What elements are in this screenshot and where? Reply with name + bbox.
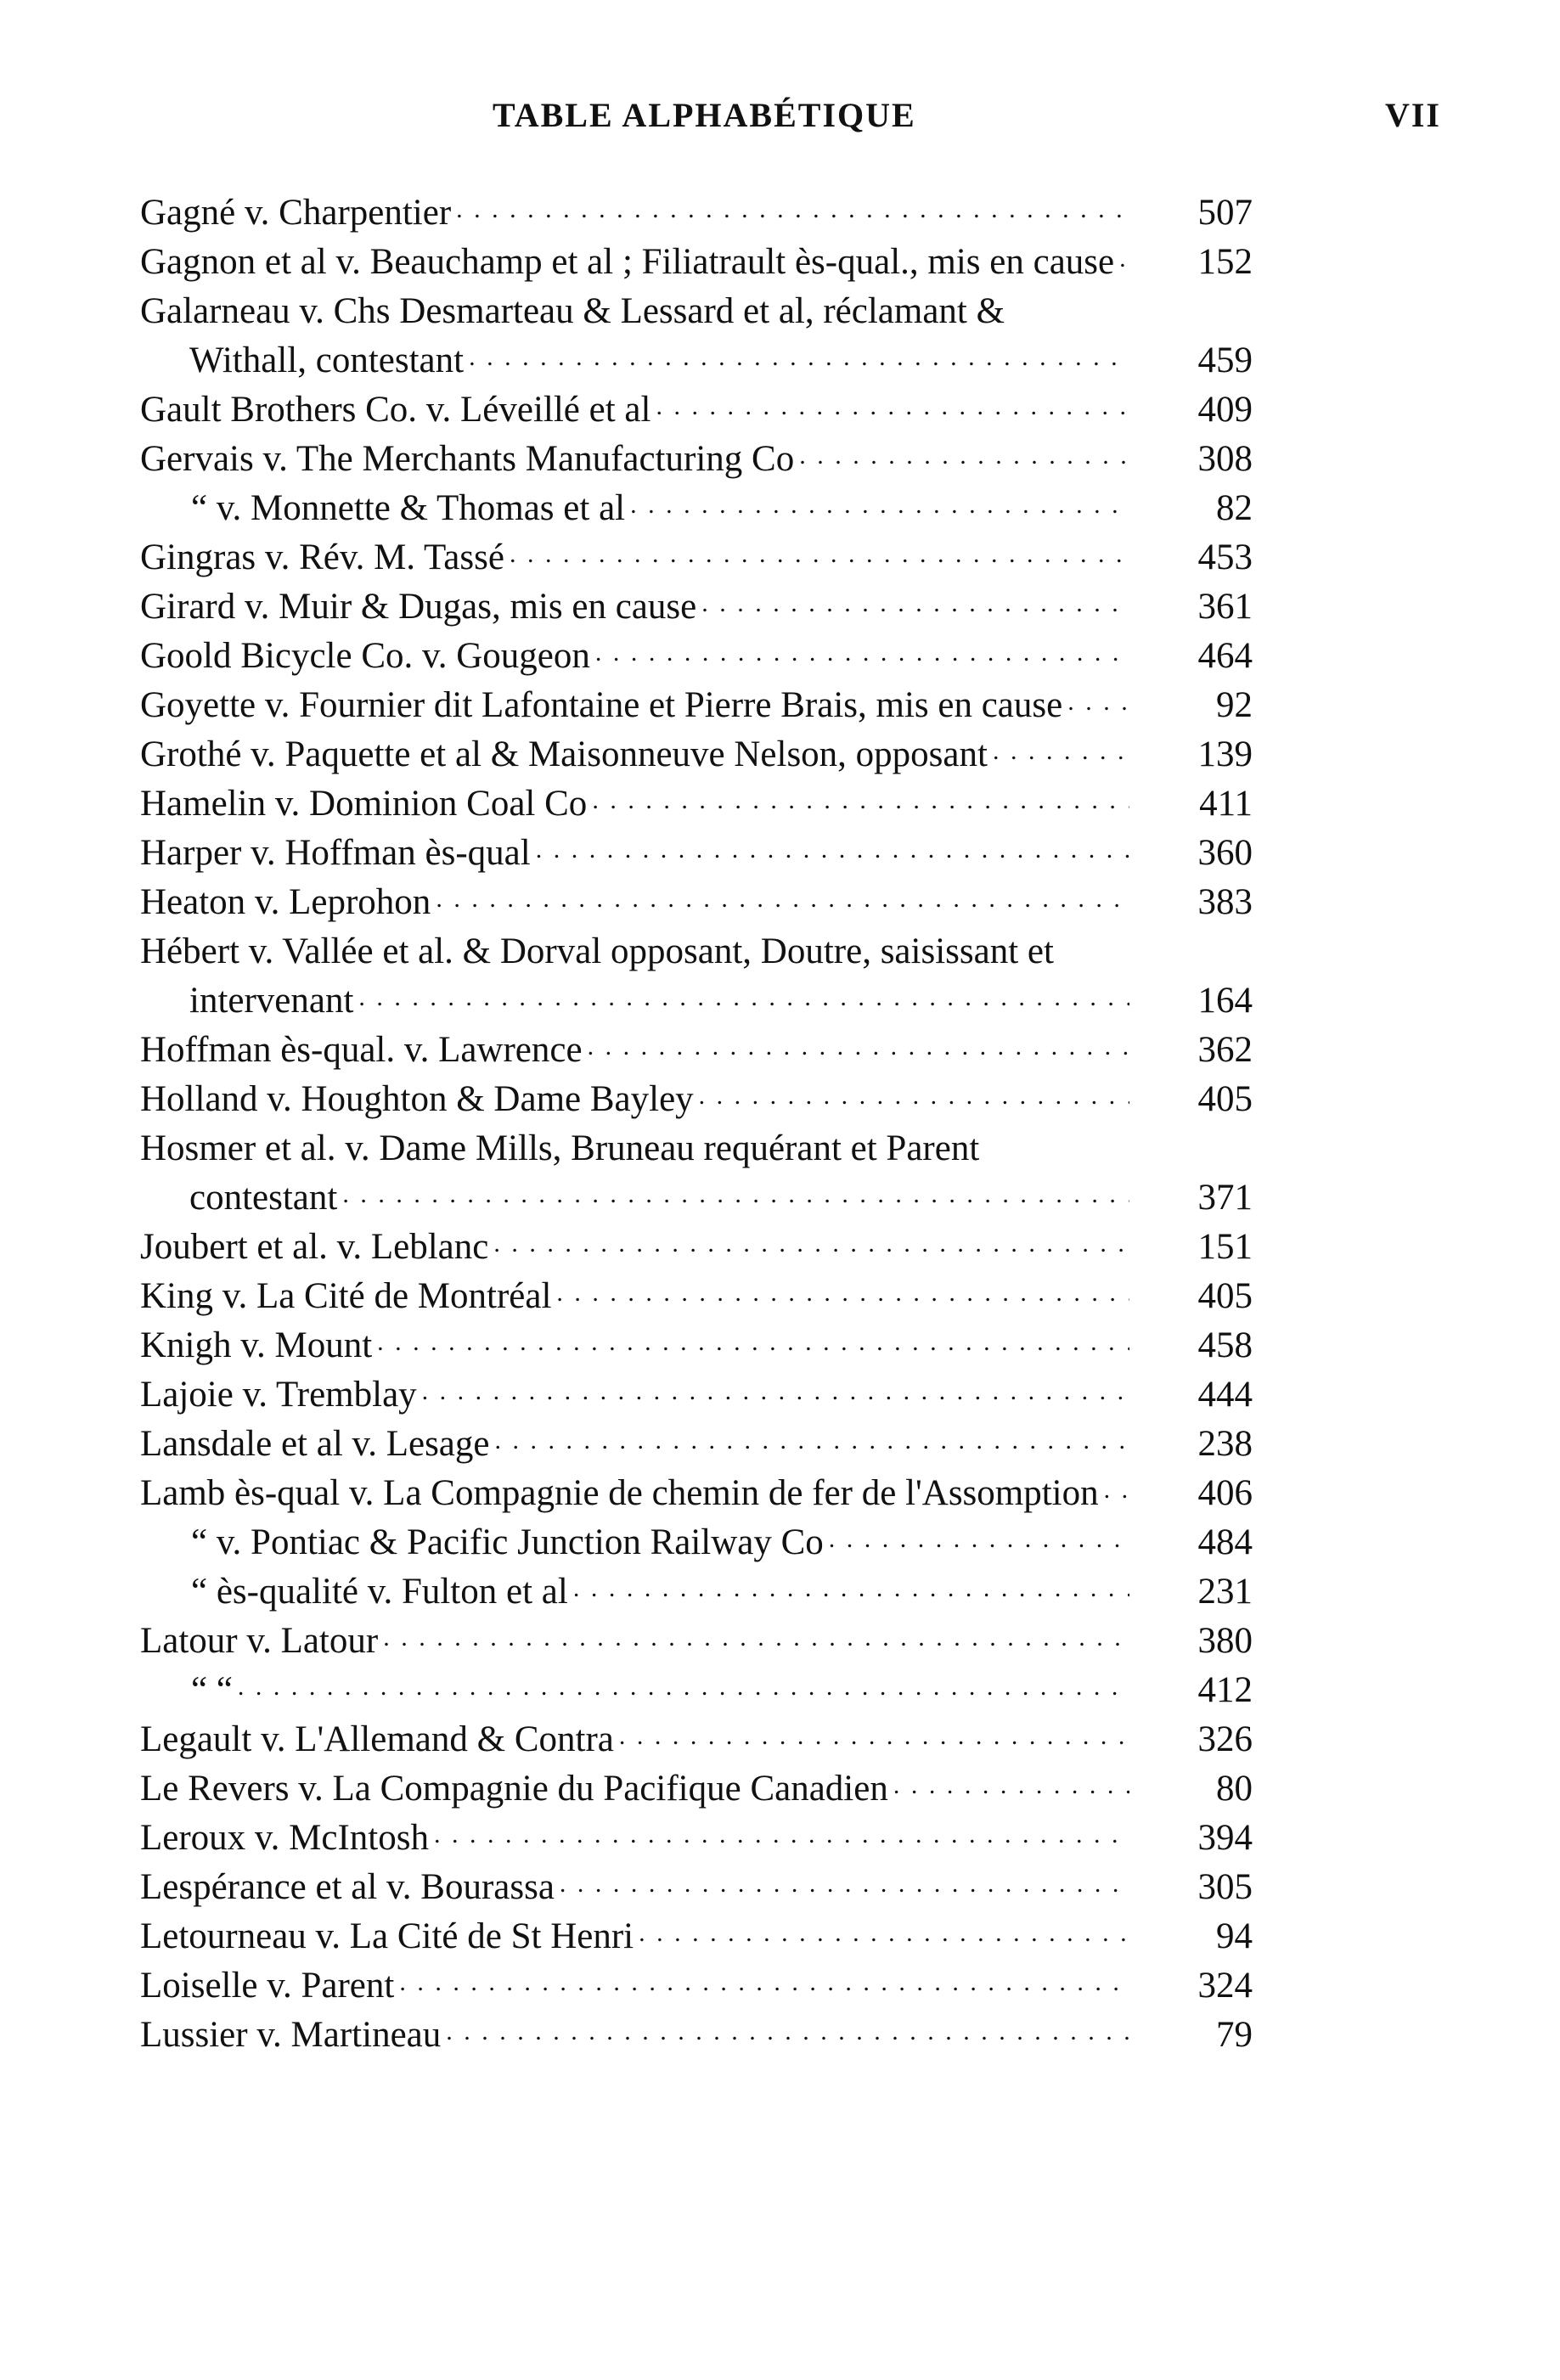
case-page: 453 xyxy=(1138,533,1253,582)
case-title: Loiselle v. Parent . . . xyxy=(140,1961,1129,2011)
case-title: Hamelin v. Dominion Coal Co . . . xyxy=(140,779,1129,829)
case-page: 164 xyxy=(1138,976,1253,1026)
case-title: Grothé v. Paquette et al & Maisonneuve Nelson, opposant . . . xyxy=(140,730,1129,779)
index-entry xyxy=(140,730,1253,779)
index-entry xyxy=(140,779,1253,829)
case-page: 361 xyxy=(1138,582,1253,632)
case-title: Holland v. Houghton & Dame Bayley . . . xyxy=(140,1075,1129,1124)
index-entry-ditto xyxy=(140,1567,1253,1617)
case-page: 464 xyxy=(1138,632,1253,681)
index-entry xyxy=(140,435,1253,484)
case-title: Legault v. L'Allemand & Contra . . . xyxy=(140,1715,1129,1764)
index-entry xyxy=(140,238,1253,287)
case-page: 326 xyxy=(1138,1715,1253,1764)
case-page: 80 xyxy=(1138,1764,1253,1814)
case-title: Gagnon et al v. Beauchamp et al ; Filiatrault ès-qual., mis en cause . . . xyxy=(140,238,1129,287)
case-page: 139 xyxy=(1138,730,1253,779)
case-page: 92 xyxy=(1138,681,1253,730)
index-entry-ditto xyxy=(140,1666,1253,1715)
case-title: Hoffman ès-qual. v. Lawrence . . . xyxy=(140,1026,1129,1075)
case-page: 231 xyxy=(1138,1567,1253,1617)
index-entry xyxy=(140,1321,1253,1370)
index-entry xyxy=(140,1469,1253,1518)
index-entry xyxy=(140,1715,1253,1764)
index-entry xyxy=(140,533,1253,582)
case-page: 444 xyxy=(1138,1370,1253,1420)
case-title: Lespérance et al v. Bourassa . . . xyxy=(140,1863,1129,1912)
index-entry xyxy=(140,1075,1253,1124)
case-page: 94 xyxy=(1138,1912,1253,1961)
case-page: 305 xyxy=(1138,1863,1253,1912)
index-entry xyxy=(140,188,1253,238)
index-entry xyxy=(140,385,1253,435)
case-title: Gervais v. The Merchants Manufacturing Co . . . xyxy=(140,435,1129,484)
index-entry xyxy=(140,1863,1253,1912)
case-page: 308 xyxy=(1138,435,1253,484)
case-title: “ v. Monnette & Thomas et al . . . xyxy=(140,484,1129,533)
case-title: Lussier v. Martineau . . . xyxy=(140,2011,1129,2060)
case-title: Hosmer et al. v. Dame Mills, Bruneau requérant et Parent contestant . . . xyxy=(140,1124,1129,1223)
case-page: 152 xyxy=(1138,238,1253,287)
case-title: Le Revers v. La Compagnie du Pacifique Canadien . . . xyxy=(140,1764,1129,1814)
index-entry xyxy=(140,1026,1253,1075)
case-page: 394 xyxy=(1138,1814,1253,1863)
index-entry xyxy=(140,1814,1253,1863)
alphabetical-index xyxy=(140,188,1253,2060)
case-page: 82 xyxy=(1138,484,1253,533)
case-title: Gagné v. Charpentier . . . xyxy=(140,188,1129,238)
index-entry xyxy=(140,1124,1253,1223)
case-page: 405 xyxy=(1138,1075,1253,1124)
case-title: “ v. Pontiac & Pacific Junction Railway Co . . . xyxy=(140,1518,1129,1567)
case-title: Galarneau v. Chs Desmarteau & Lessard et al, réclamant & Withall, contestant . . . xyxy=(140,287,1129,385)
index-entry xyxy=(140,927,1253,1026)
index-entry xyxy=(140,1764,1253,1814)
index-entry xyxy=(140,1272,1253,1321)
index-entry xyxy=(140,1370,1253,1420)
case-page: 371 xyxy=(1138,1173,1253,1223)
index-entry xyxy=(140,681,1253,730)
case-page: 459 xyxy=(1138,336,1253,385)
page-title: TABLE ALPHABÉTIQUE xyxy=(493,96,916,134)
case-page: 406 xyxy=(1138,1469,1253,1518)
page-number: VII xyxy=(1384,96,1441,134)
case-page: 383 xyxy=(1138,878,1253,927)
case-title: King v. La Cité de Montréal . . . xyxy=(140,1272,1129,1321)
index-entry xyxy=(140,1223,1253,1272)
index-entry xyxy=(140,287,1253,385)
case-title: Letourneau v. La Cité de St Henri . . . xyxy=(140,1912,1129,1961)
case-page: 405 xyxy=(1138,1272,1253,1321)
case-title: Goyette v. Fournier dit Lafontaine et Pierre Brais, mis en cause . . . xyxy=(140,681,1129,730)
index-entry xyxy=(140,582,1253,632)
case-page: 324 xyxy=(1138,1961,1253,2011)
index-entry xyxy=(140,829,1253,878)
case-page: 507 xyxy=(1138,188,1253,238)
index-entry xyxy=(140,1420,1253,1469)
case-page: 362 xyxy=(1138,1026,1253,1075)
case-title: Latour v. Latour . . . xyxy=(140,1617,1129,1666)
case-title: Heaton v. Leprohon . . . xyxy=(140,878,1129,927)
case-page: 360 xyxy=(1138,829,1253,878)
index-entry xyxy=(140,2011,1253,2060)
case-page: 238 xyxy=(1138,1420,1253,1469)
case-title: Gault Brothers Co. v. Léveillé et al . . . xyxy=(140,385,1129,435)
case-page: 458 xyxy=(1138,1321,1253,1370)
index-entry-ditto xyxy=(140,484,1253,533)
case-title: Knigh v. Mount . . . xyxy=(140,1321,1129,1370)
case-title: “ “ . . . xyxy=(140,1666,1129,1715)
case-title: Lajoie v. Tremblay . . . xyxy=(140,1370,1129,1420)
case-title: Girard v. Muir & Dugas, mis en cause . . . xyxy=(140,582,1129,632)
case-title: Lansdale et al v. Lesage . . . xyxy=(140,1420,1129,1469)
case-title: Harper v. Hoffman ès-qual . . . xyxy=(140,829,1129,878)
case-title: Leroux v. McIntosh . . . xyxy=(140,1814,1129,1863)
case-title: Gingras v. Rév. M. Tassé . . . xyxy=(140,533,1129,582)
case-title: Joubert et al. v. Leblanc . . . xyxy=(140,1223,1129,1272)
index-entry xyxy=(140,878,1253,927)
case-page: 484 xyxy=(1138,1518,1253,1567)
running-head xyxy=(136,95,1441,146)
index-entry xyxy=(140,1961,1253,2011)
index-entry xyxy=(140,1617,1253,1666)
case-page: 79 xyxy=(1138,2011,1253,2060)
case-page: 412 xyxy=(1138,1666,1253,1715)
index-entry xyxy=(140,632,1253,681)
case-title: Hébert v. Vallée et al. & Dorval opposant, Doutre, saisissant et intervenant . . . xyxy=(140,927,1129,1026)
case-page: 380 xyxy=(1138,1617,1253,1666)
case-page: 411 xyxy=(1138,779,1253,829)
case-page: 409 xyxy=(1138,385,1253,435)
case-title: Lamb ès-qual v. La Compagnie de chemin de fer de l'Assomption . . . xyxy=(140,1469,1129,1518)
index-entry-ditto xyxy=(140,1518,1253,1567)
index-entry xyxy=(140,1912,1253,1961)
case-title: Goold Bicycle Co. v. Gougeon . . . xyxy=(140,632,1129,681)
case-page: 151 xyxy=(1138,1223,1253,1272)
case-title: “ ès-qualité v. Fulton et al . . . xyxy=(140,1567,1129,1617)
